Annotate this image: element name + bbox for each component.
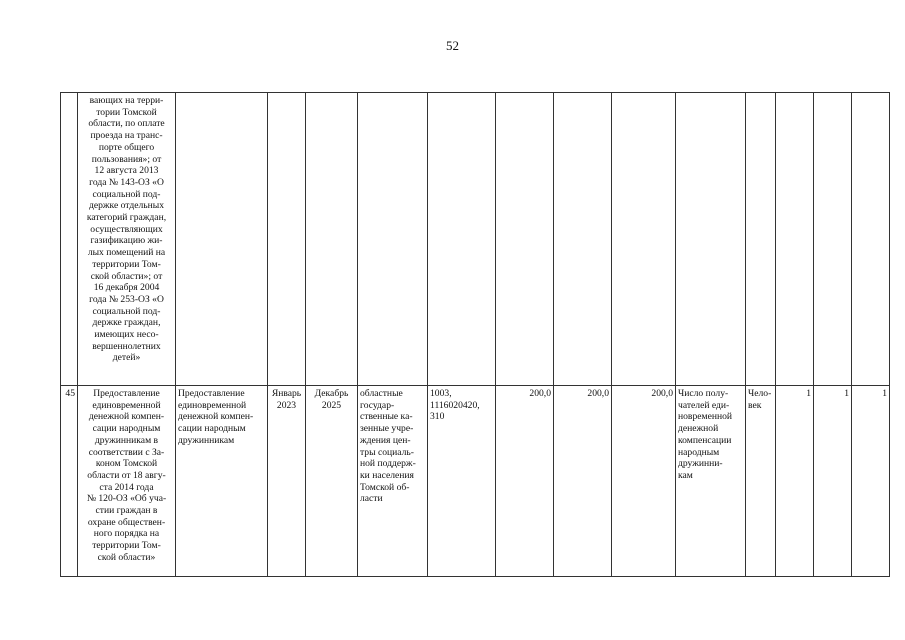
event-cell: вающих на терри- тории Томской области, по оплате проезда на транс- порте общего пользования»; от 12 августа 2013 года № 143-ОЗ «О социальной под- держке отдельных категорий граждан, осуществляющих газификацию жи- лых помещений на территории Том- ской области»; от 16 декабря 2004 года № 253-ОЗ «О социальной под- держке граждан, имеющих несо- вершеннолетних детей» <box>78 93 176 386</box>
target-2023-cell: 1 <box>776 386 814 577</box>
name-cell: Предоставление единовременной денежной компен- сации народным дружинникам <box>176 386 268 577</box>
value-2023-cell <box>496 93 554 386</box>
unit-cell: Чело- век <box>746 386 776 577</box>
target-2023-cell <box>776 93 814 386</box>
target-2025-cell: 1 <box>852 386 890 577</box>
row-number: 45 <box>61 386 78 577</box>
event-cell: Предоставление единовременной денежной компен- сации народным дружинникам в соответствии с За- коном Томской области от 18 авгу- ста 2014 года № 120-ОЗ «Об уча- стии граждан в охране обществен- ного порядка на территории Том- ской области» <box>78 386 176 577</box>
row-number <box>61 93 78 386</box>
start-cell: Январь 2023 <box>268 386 306 577</box>
page-number: 52 <box>446 38 459 53</box>
indicator-cell <box>676 93 746 386</box>
code-cell: 1003, 1116020420, 310 <box>428 386 496 577</box>
end-cell: Декабрь 2025 <box>306 386 358 577</box>
name-cell <box>176 93 268 386</box>
value-2025-cell: 200,0 <box>612 386 676 577</box>
end-cell <box>306 93 358 386</box>
target-2024-cell: 1 <box>814 386 852 577</box>
unit-cell <box>746 93 776 386</box>
executor-cell <box>358 93 428 386</box>
table-row <box>61 93 890 386</box>
value-2025-cell <box>612 93 676 386</box>
value-2023-cell: 200,0 <box>496 386 554 577</box>
code-cell <box>428 93 496 386</box>
indicator-cell: Число полу- чателей еди- новременной денежной компенсации народным дружинни- кам <box>676 386 746 577</box>
value-2024-cell: 200,0 <box>554 386 612 577</box>
executor-cell: областные государ- ственные ка- зенные учре- ждения цен- тры социаль- ной поддерж- ки населения Томской об- ласти <box>358 386 428 577</box>
target-2024-cell <box>814 93 852 386</box>
table-row <box>61 386 890 577</box>
program-table <box>60 92 890 577</box>
target-2025-cell <box>852 93 890 386</box>
value-2024-cell <box>554 93 612 386</box>
start-cell <box>268 93 306 386</box>
